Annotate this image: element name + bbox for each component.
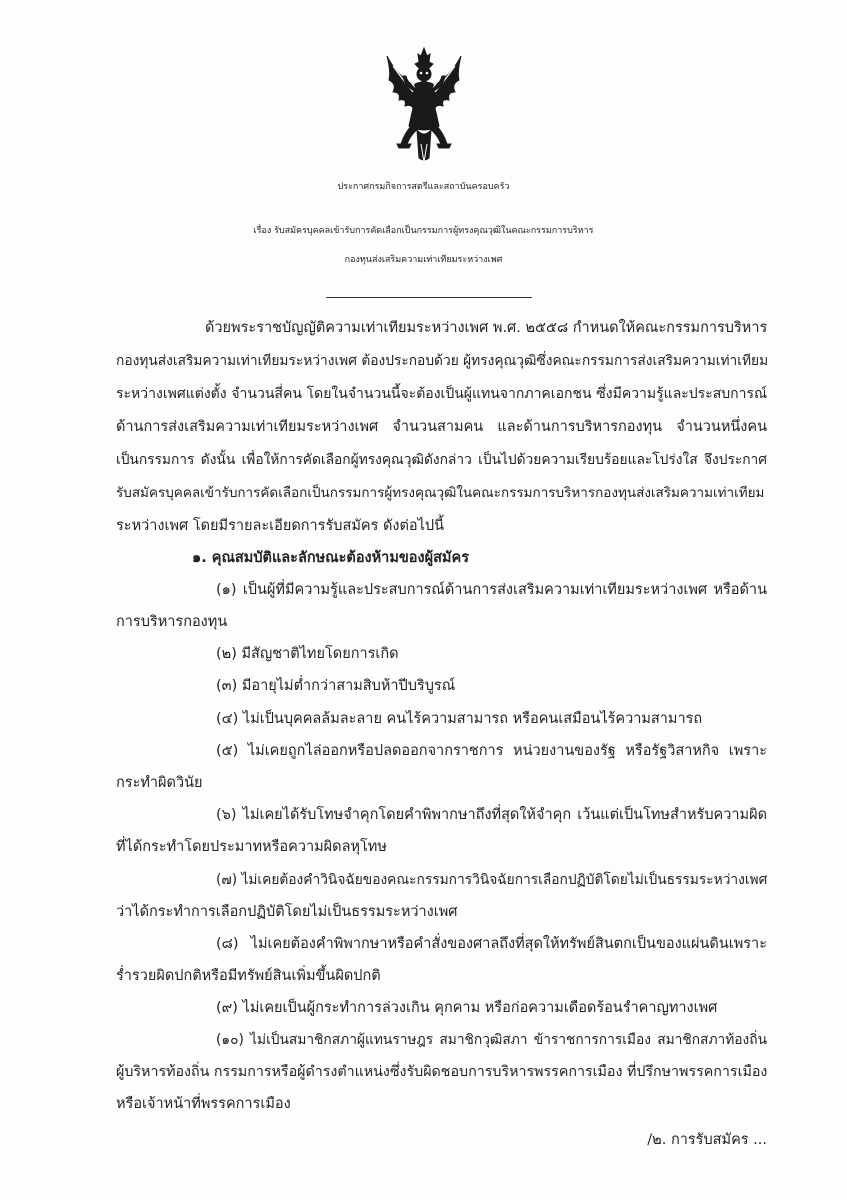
qualification-item-cont: ร่ำรวยผิดปกติหรือมีทรัพย์สินเพิ่มขึ้นผิดปกติ — [116, 968, 381, 984]
qualification-item: (๒) มีสัญชาติไทยโดยการเกิด — [216, 646, 399, 662]
section-heading: ๑. คุณสมบัติและลักษณะต้องห้ามของผู้สมัคร — [192, 550, 469, 566]
intro-line: ระหว่างเพศ โดยมีรายละเอียดการรับสมัคร ดังต่อไปนี้ — [116, 518, 444, 534]
intro-line: กองทุนส่งเสริมความเท่าเทียมระหว่างเพศ ต้องประกอบด้วย ผู้ทรงคุณวุฒิซึ่งคณะกรรมการส่งเสริมความเท่าเทียม — [116, 353, 769, 369]
qualification-item: (๙) ไม่เคยเป็นผู้กระทำการล่วงเกิน คุกคาม หรือก่อความเดือดร้อนรำคาญทางเพศ — [216, 1000, 718, 1016]
qualification-item-cont: ว่าได้กระทำการเลือกปฏิบัติโดยไม่เป็นธรรมระหว่างเพศ — [116, 904, 458, 920]
qualification-item-cont: ที่ได้กระทำโดยประมาทหรือความผิดลหุโทษ — [116, 839, 387, 855]
intro-line: ด้านการส่งเสริมความเท่าเทียมระหว่างเพศ จำนวนสามคน และด้านการบริหารกองทุน จำนวนหนึ่งคน — [116, 419, 767, 435]
garuda-emblem-icon — [383, 46, 465, 164]
qualification-item: (๖) ไม่เคยได้รับโทษจำคุกโดยคำพิพากษาถึงที่สุดให้จำคุก เว้นแต่เป็นโทษสำหรับความผิด — [216, 807, 767, 823]
qualification-item-cont: กระทำผิดวินัย — [116, 775, 203, 791]
issuer-title: ประกาศกรมกิจการสตรีและสถาบันครอบครัว — [337, 182, 510, 192]
qualification-item-cont: หรือเจ้าหน้าที่พรรคการเมือง — [116, 1096, 291, 1112]
intro-line: เป็นกรรมการ ดังนั้น เพื่อให้การคัดเลือกผู้ทรงคุณวุฒิดังกล่าว เป็นไปด้วยความเรียบร้อยและโปร่งใส จึงประกาศ — [116, 452, 767, 468]
qualification-item: (๘) ไม่เคยต้องคำพิพากษาหรือคำสั่งของศาลถึงที่สุดให้ทรัพย์สินตกเป็นของแผ่นดินเพราะ — [216, 936, 767, 952]
subject-line-1: เรื่อง รับสมัครบุคคลเข้ารับการคัดเลือกเป็นกรรมการผู้ทรงคุณวุฒิในคณะกรรมการบริหาร — [253, 226, 594, 236]
qualification-item: (๔) ไม่เป็นบุคคลล้มละลาย คนไร้ความสามารถ หรือคนเสมือนไร้ความสามารถ — [216, 711, 703, 727]
intro-line: รับสมัครบุคคลเข้ารับการคัดเลือกเป็นกรรมการผู้ทรงคุณวุฒิในคณะกรรมการบริหารกองทุนส่งเสริมความเท่าเทียม — [116, 485, 765, 501]
qualification-item-cont: ผู้บริหารท้องถิ่น กรรมการหรือผู้ดำรงตำแหน่งซึ่งรับผิดชอบการบริหารพรรคการเมือง ที่ปรึกษาพรรคการเมือง — [116, 1064, 768, 1080]
next-page-marker: /๒. การรับสมัคร ... — [647, 1132, 767, 1148]
qualification-item: (๗) ไม่เคยต้องคำวินิจฉัยของคณะกรรมการวินิจฉัยการเลือกปฏิบัติโดยไม่เป็นธรรมระหว่างเพศ — [216, 872, 768, 888]
qualification-item: (๓) มีอายุไม่ต่ำกว่าสามสิบห้าปีบริบูรณ์ — [216, 678, 456, 694]
qualification-item-cont: การบริหารกองทุน — [116, 614, 228, 630]
header-divider — [326, 297, 532, 298]
qualification-item: (๑๐) ไม่เป็นสมาชิกสภาผู้แทนราษฎร สมาชิกวุฒิสภา ข้าราชการการเมือง สมาชิกสภาท้องถิ่น — [216, 1032, 767, 1048]
intro-line: ระหว่างเพศแต่งตั้ง จำนวนสี่คน โดยในจำนวนนี้จะต้องเป็นผู้แทนจากภาคเอกชน ซึ่งมีความรู้และประสบการณ์ — [116, 386, 767, 402]
qualification-item: (๑) เป็นผู้ที่มีความรู้และประสบการณ์ด้านการส่งเสริมความเท่าเทียมระหว่างเพศ หรือด้าน — [216, 582, 767, 598]
qualification-item: (๕) ไม่เคยถูกไล่ออกหรือปลดออกจากราชการ หน่วยงานของรัฐ หรือรัฐวิสาหกิจ เพราะ — [216, 743, 767, 759]
intro-line: ด้วยพระราชบัญญัติความเท่าเทียมระหว่างเพศ พ.ศ. ๒๕๕๘ กำหนดให้คณะกรรมการบริหาร — [205, 320, 768, 336]
subject-line-2: กองทุนส่งเสริมความเท่าเทียมระหว่างเพศ — [344, 255, 503, 265]
